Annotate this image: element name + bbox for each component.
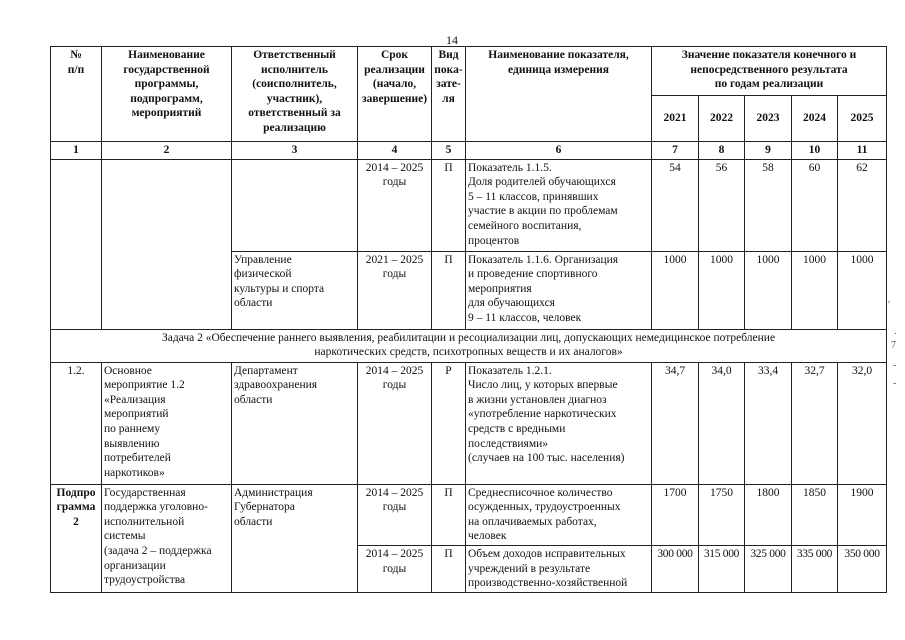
program-indicators-table xyxy=(50,46,887,593)
value-2024: 1000 xyxy=(792,251,838,329)
column-number: 9 xyxy=(745,142,792,160)
column-number: 6 xyxy=(466,142,652,160)
scan-mark: - xyxy=(893,378,897,389)
executor xyxy=(232,159,358,251)
column-number: 5 xyxy=(432,142,466,160)
indicator-type: П xyxy=(432,251,466,329)
header-year-2022: 2022 xyxy=(699,96,745,142)
header-indicator-type: Вид пока- зате- ля xyxy=(432,47,466,142)
header-year-2024: 2024 xyxy=(792,96,838,142)
program-name: Государственная поддержка уголовно- исполнительной системы (задача 2 – поддержка организации трудоустройства xyxy=(102,484,232,592)
scan-mark: 7 xyxy=(891,340,896,351)
header-executor: Ответственный исполнитель (соисполнитель, участник), ответственный за реализацию xyxy=(232,47,358,142)
term: 2014 – 2025 годы xyxy=(358,159,432,251)
value-2022: 1000 xyxy=(699,251,745,329)
value-2021: 34,7 xyxy=(652,362,699,484)
value-2023: 1800 xyxy=(745,484,792,545)
header-year-2021: 2021 xyxy=(652,96,699,142)
value-2025: 1900 xyxy=(838,484,887,545)
scan-mark: ' xyxy=(888,300,890,311)
header-term: Срок реализации (начало, завершение) xyxy=(358,47,432,142)
column-number: 7 xyxy=(652,142,699,160)
value-2021: 300 000 xyxy=(652,545,699,592)
row-number xyxy=(51,159,102,329)
value-2021: 1000 xyxy=(652,251,699,329)
indicator-type: П xyxy=(432,159,466,251)
executor: Департамент здравоохранения области xyxy=(232,362,358,484)
value-2024: 32,7 xyxy=(792,362,838,484)
indicator-name: Показатель 1.1.6. Организация и проведение спортивного мероприятия для обучающихся 9 – 11 классов, человек xyxy=(466,251,652,329)
value-2023: 58 xyxy=(745,159,792,251)
term: 2014 – 2025 годы xyxy=(358,362,432,484)
value-2025: 62 xyxy=(838,159,887,251)
page-number: 14 xyxy=(446,33,458,47)
value-2025: 350 000 xyxy=(838,545,887,592)
header-year-2023: 2023 xyxy=(745,96,792,142)
value-2023: 33,4 xyxy=(745,362,792,484)
indicator-type: П xyxy=(432,484,466,545)
value-2025: 1000 xyxy=(838,251,887,329)
indicator-name: Показатель 1.2.1. Число лиц, у которых впервые в жизни установлен диагноз «употребление наркотических средств с вредными последствиями» (случаев на 100 тыс. населения) xyxy=(466,362,652,484)
value-2023: 1000 xyxy=(745,251,792,329)
term: 2014 – 2025 годы xyxy=(358,545,432,592)
column-number: 4 xyxy=(358,142,432,160)
term: 2021 – 2025 годы xyxy=(358,251,432,329)
indicator-name: Среднесписочное количество осужденных, трудоустроенных на оплачиваемых работах, человек xyxy=(466,484,652,545)
subprogram-number: Подпро грамма 2 xyxy=(51,484,102,592)
column-number: 2 xyxy=(102,142,232,160)
value-2024: 1850 xyxy=(792,484,838,545)
task-heading: Задача 2 «Обеспечение раннего выявления, реабилитации и ресоциализации лиц, допускающих немедицинское потребление наркотических средств, психотропных веществ и их аналогов» xyxy=(51,329,887,362)
value-2021: 1700 xyxy=(652,484,699,545)
column-number: 10 xyxy=(792,142,838,160)
header-program-name: Наименование государственной программы, подпрограмм, мероприятий xyxy=(102,47,232,142)
value-2021: 54 xyxy=(652,159,699,251)
indicator-type: Р xyxy=(432,362,466,484)
term: 2014 – 2025 годы xyxy=(358,484,432,545)
executor: Администрация Губернатора области xyxy=(232,484,358,592)
value-2024: 60 xyxy=(792,159,838,251)
value-2022: 56 xyxy=(699,159,745,251)
executor: Управление физической культуры и спорта области xyxy=(232,251,358,329)
indicator-type: П xyxy=(432,545,466,592)
program-name: Основное мероприятие 1.2 «Реализация мероприятий по раннему выявлению потребителей наркотиков» xyxy=(102,362,232,484)
indicator-name: Объем доходов исправительных учреждений в результате производственно-хозяйственной xyxy=(466,545,652,592)
value-2022: 1750 xyxy=(699,484,745,545)
value-2024: 335 000 xyxy=(792,545,838,592)
value-2022: 34,0 xyxy=(699,362,745,484)
column-number: 11 xyxy=(838,142,887,160)
header-indicator-name: Наименование показателя, единица измерения xyxy=(466,47,652,142)
program-name xyxy=(102,159,232,329)
column-number: 1 xyxy=(51,142,102,160)
table-row xyxy=(51,362,887,484)
column-numbers-row xyxy=(51,142,887,160)
indicator-name: Показатель 1.1.5. Доля родителей обучающихся 5 – 11 классов, принявших участие в акции по проблемам семейного воспитания, процентов xyxy=(466,159,652,251)
column-number: 3 xyxy=(232,142,358,160)
header-year-2025: 2025 xyxy=(838,96,887,142)
table-row xyxy=(51,159,887,251)
scan-mark: - xyxy=(893,360,897,371)
value-2025: 32,0 xyxy=(838,362,887,484)
value-2023: 325 000 xyxy=(745,545,792,592)
scan-mark: . xyxy=(894,326,897,337)
row-number: 1.2. xyxy=(51,362,102,484)
table-row xyxy=(51,484,887,545)
column-number: 8 xyxy=(699,142,745,160)
task-row xyxy=(51,329,887,362)
header-values-by-year: Значение показателя конечного и непосредственного результата по годам реализации xyxy=(652,47,887,96)
value-2022: 315 000 xyxy=(699,545,745,592)
header-number: № п/п xyxy=(51,47,102,142)
